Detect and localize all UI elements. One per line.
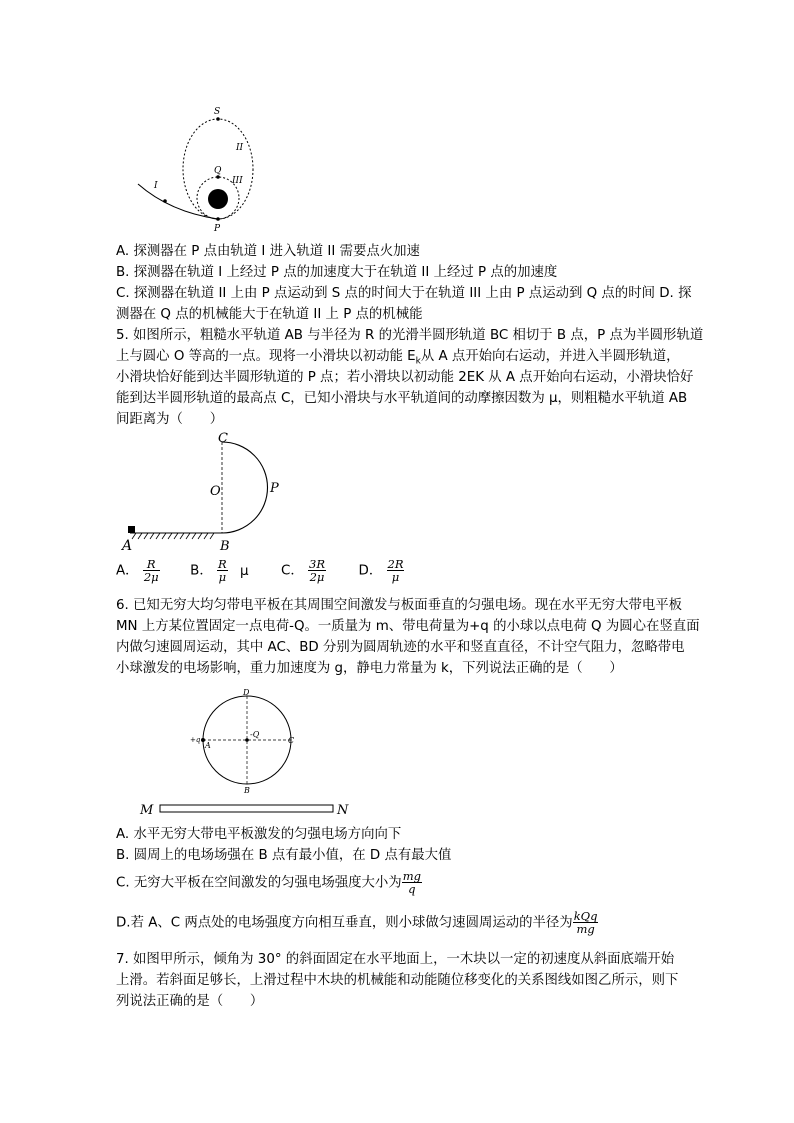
label-o: O xyxy=(210,484,221,499)
label-ii: II xyxy=(236,143,244,153)
charged-plate xyxy=(160,805,333,812)
q5-line-5: 间距离为（ ） xyxy=(116,412,224,427)
q5-line-2-b: 从 A 点开始向右运动，并进入半圆形轨道， xyxy=(420,349,680,364)
label-a: A xyxy=(205,741,211,750)
q6-line-2: MN 上方某位置固定一点电荷-Q。一质量为 m、带电荷量为+q 的小球以点电荷 Q 为圆心在竖直面 xyxy=(116,619,700,634)
q4-option-b: B. 探测器在轨道 I 上经过 P 点的加速度大于在轨道 II 上经过 P 点的加速度 xyxy=(116,265,558,280)
q5-figure xyxy=(118,430,298,555)
label-p: P xyxy=(270,481,279,496)
q5-option-d-label: D． xyxy=(358,563,383,579)
charge-q-center xyxy=(245,738,249,742)
label-c: C xyxy=(218,431,228,446)
label-d: D xyxy=(243,688,250,697)
q7-line-2: 上滑。若斜面足够长，上滑过程中木块的机械能和动能随位移变化的关系图线如图乙所示，则下 xyxy=(116,973,679,988)
q5-option-c-frac: $\frac{3R}{2\mu}$ xyxy=(309,557,325,584)
q5-line-2 xyxy=(116,348,680,371)
label-i: I xyxy=(154,181,158,191)
q6-option-d-text: D.若 A、C 两点处的电场强度方向相互垂直，则小球做匀速圆周运动的半径为 xyxy=(116,915,573,931)
q5-line-1: 5. 如图所示，粗糙水平轨道 AB 与半径为 R 的光滑半圆形轨道 BC 相切于 B 点，P 点为半圆形轨道 xyxy=(116,328,704,343)
label-n: N xyxy=(337,803,349,818)
q6-option-c-frac: $\frac{mg}{q}$ xyxy=(402,869,421,896)
q6-figure xyxy=(136,685,376,820)
q4-option-a: A. 探测器在 P 点由轨道 I 进入轨道 II 需要点火加速 xyxy=(116,244,420,259)
q5-option-a-label: A． xyxy=(116,563,139,579)
q5-option-b-suffix: μ xyxy=(239,563,249,579)
q5-sub-k: k xyxy=(415,356,421,367)
label-b: B xyxy=(220,539,230,554)
q6-option-b: B. 圆周上的电场场强在 B 点有最小值，在 D 点有最大值 xyxy=(116,848,452,863)
label-s: S xyxy=(214,107,221,117)
label-b: B xyxy=(244,786,250,795)
q4-option-c: C. 探测器在轨道 II 上由 P 点运动到 S 点的时间大于在轨道 III 上由 P 点运动到 Q 点的时间 D. 探 xyxy=(116,286,692,301)
orbit-i xyxy=(138,184,218,219)
q7-line-1: 7. 如图甲所示，倾角为 30° 的斜面固定在水平地面上，一木块以一定的初速度从斜面底端开始 xyxy=(116,952,675,967)
point-p xyxy=(216,217,220,221)
label-p: P xyxy=(214,224,221,234)
orbit-figure xyxy=(130,100,270,240)
label-a: A xyxy=(122,538,133,554)
slider-block xyxy=(128,526,135,533)
q6-line-3: 内做匀速圆周运动，其中 AC、BD 分别为圆周轨迹的水平和竖直直径，不计空气阻力，忽略带电 xyxy=(116,640,685,655)
q5-line-3: 小滑块恰好能到达半圆形轨道的 P 点；若小滑块以初动能 2EK 从 A 点开始向右运动，小滑块恰好 xyxy=(116,370,694,385)
q6-option-c xyxy=(116,870,422,895)
q5-line-4: 能到达半圆形轨道的最高点 C，已知小滑块与水平轨道间的动摩擦因数为 μ，则粗糙水平轨道 AB xyxy=(116,391,688,406)
label-minus-q: -Q xyxy=(250,730,260,739)
q5-line-2-a: 上与圆心 O 等高的一点。现将一小滑块以初动能 E xyxy=(116,349,416,364)
q5-options xyxy=(116,558,404,583)
q5-option-b-label: B． xyxy=(190,563,213,579)
q6-line-1: 6. 已知无穷大均匀带电平板在其周围空间激发与板面垂直的匀强电场。现在水平无穷大带电平板 xyxy=(116,598,683,613)
q7-line-3: 列说法正确的是（ ） xyxy=(116,994,264,1009)
semicircle-track xyxy=(222,442,268,533)
label-c: C xyxy=(288,736,295,745)
label-m: M xyxy=(140,803,154,818)
point-on-orbit-i xyxy=(163,199,167,203)
q5-option-a-frac: $\frac{R}{2\mu}$ xyxy=(143,557,159,584)
planet xyxy=(208,189,228,209)
q5-option-c-label: C． xyxy=(281,563,304,579)
label-q: Q xyxy=(214,166,222,176)
q6-option-a: A. 水平无穷大带电平板激发的匀强电场方向向下 xyxy=(116,827,402,842)
q6-option-c-text: C. 无穷大平板在空间激发的匀强电场强度大小为 xyxy=(116,875,402,891)
label-iii: III xyxy=(232,176,243,186)
q4-option-d: 测器在 Q 点的机械能大于在轨道 II 上 P 点的机械能 xyxy=(116,307,423,322)
q5-option-d-frac: $\frac{2R}{\mu}$ xyxy=(387,557,404,584)
label-plus-q: +q xyxy=(190,736,201,744)
point-s xyxy=(216,117,220,121)
q6-option-d xyxy=(116,910,598,935)
q5-option-b-frac: $\frac{R}{\mu}$ xyxy=(218,557,227,584)
q6-line-4: 小球激发的电场影响，重力加速度为 g，静电力常量为 k，下列说法正确的是（ ） xyxy=(116,661,623,676)
q6-option-d-frac: $\frac{\text{kQq}}{mg}$ xyxy=(573,909,598,936)
